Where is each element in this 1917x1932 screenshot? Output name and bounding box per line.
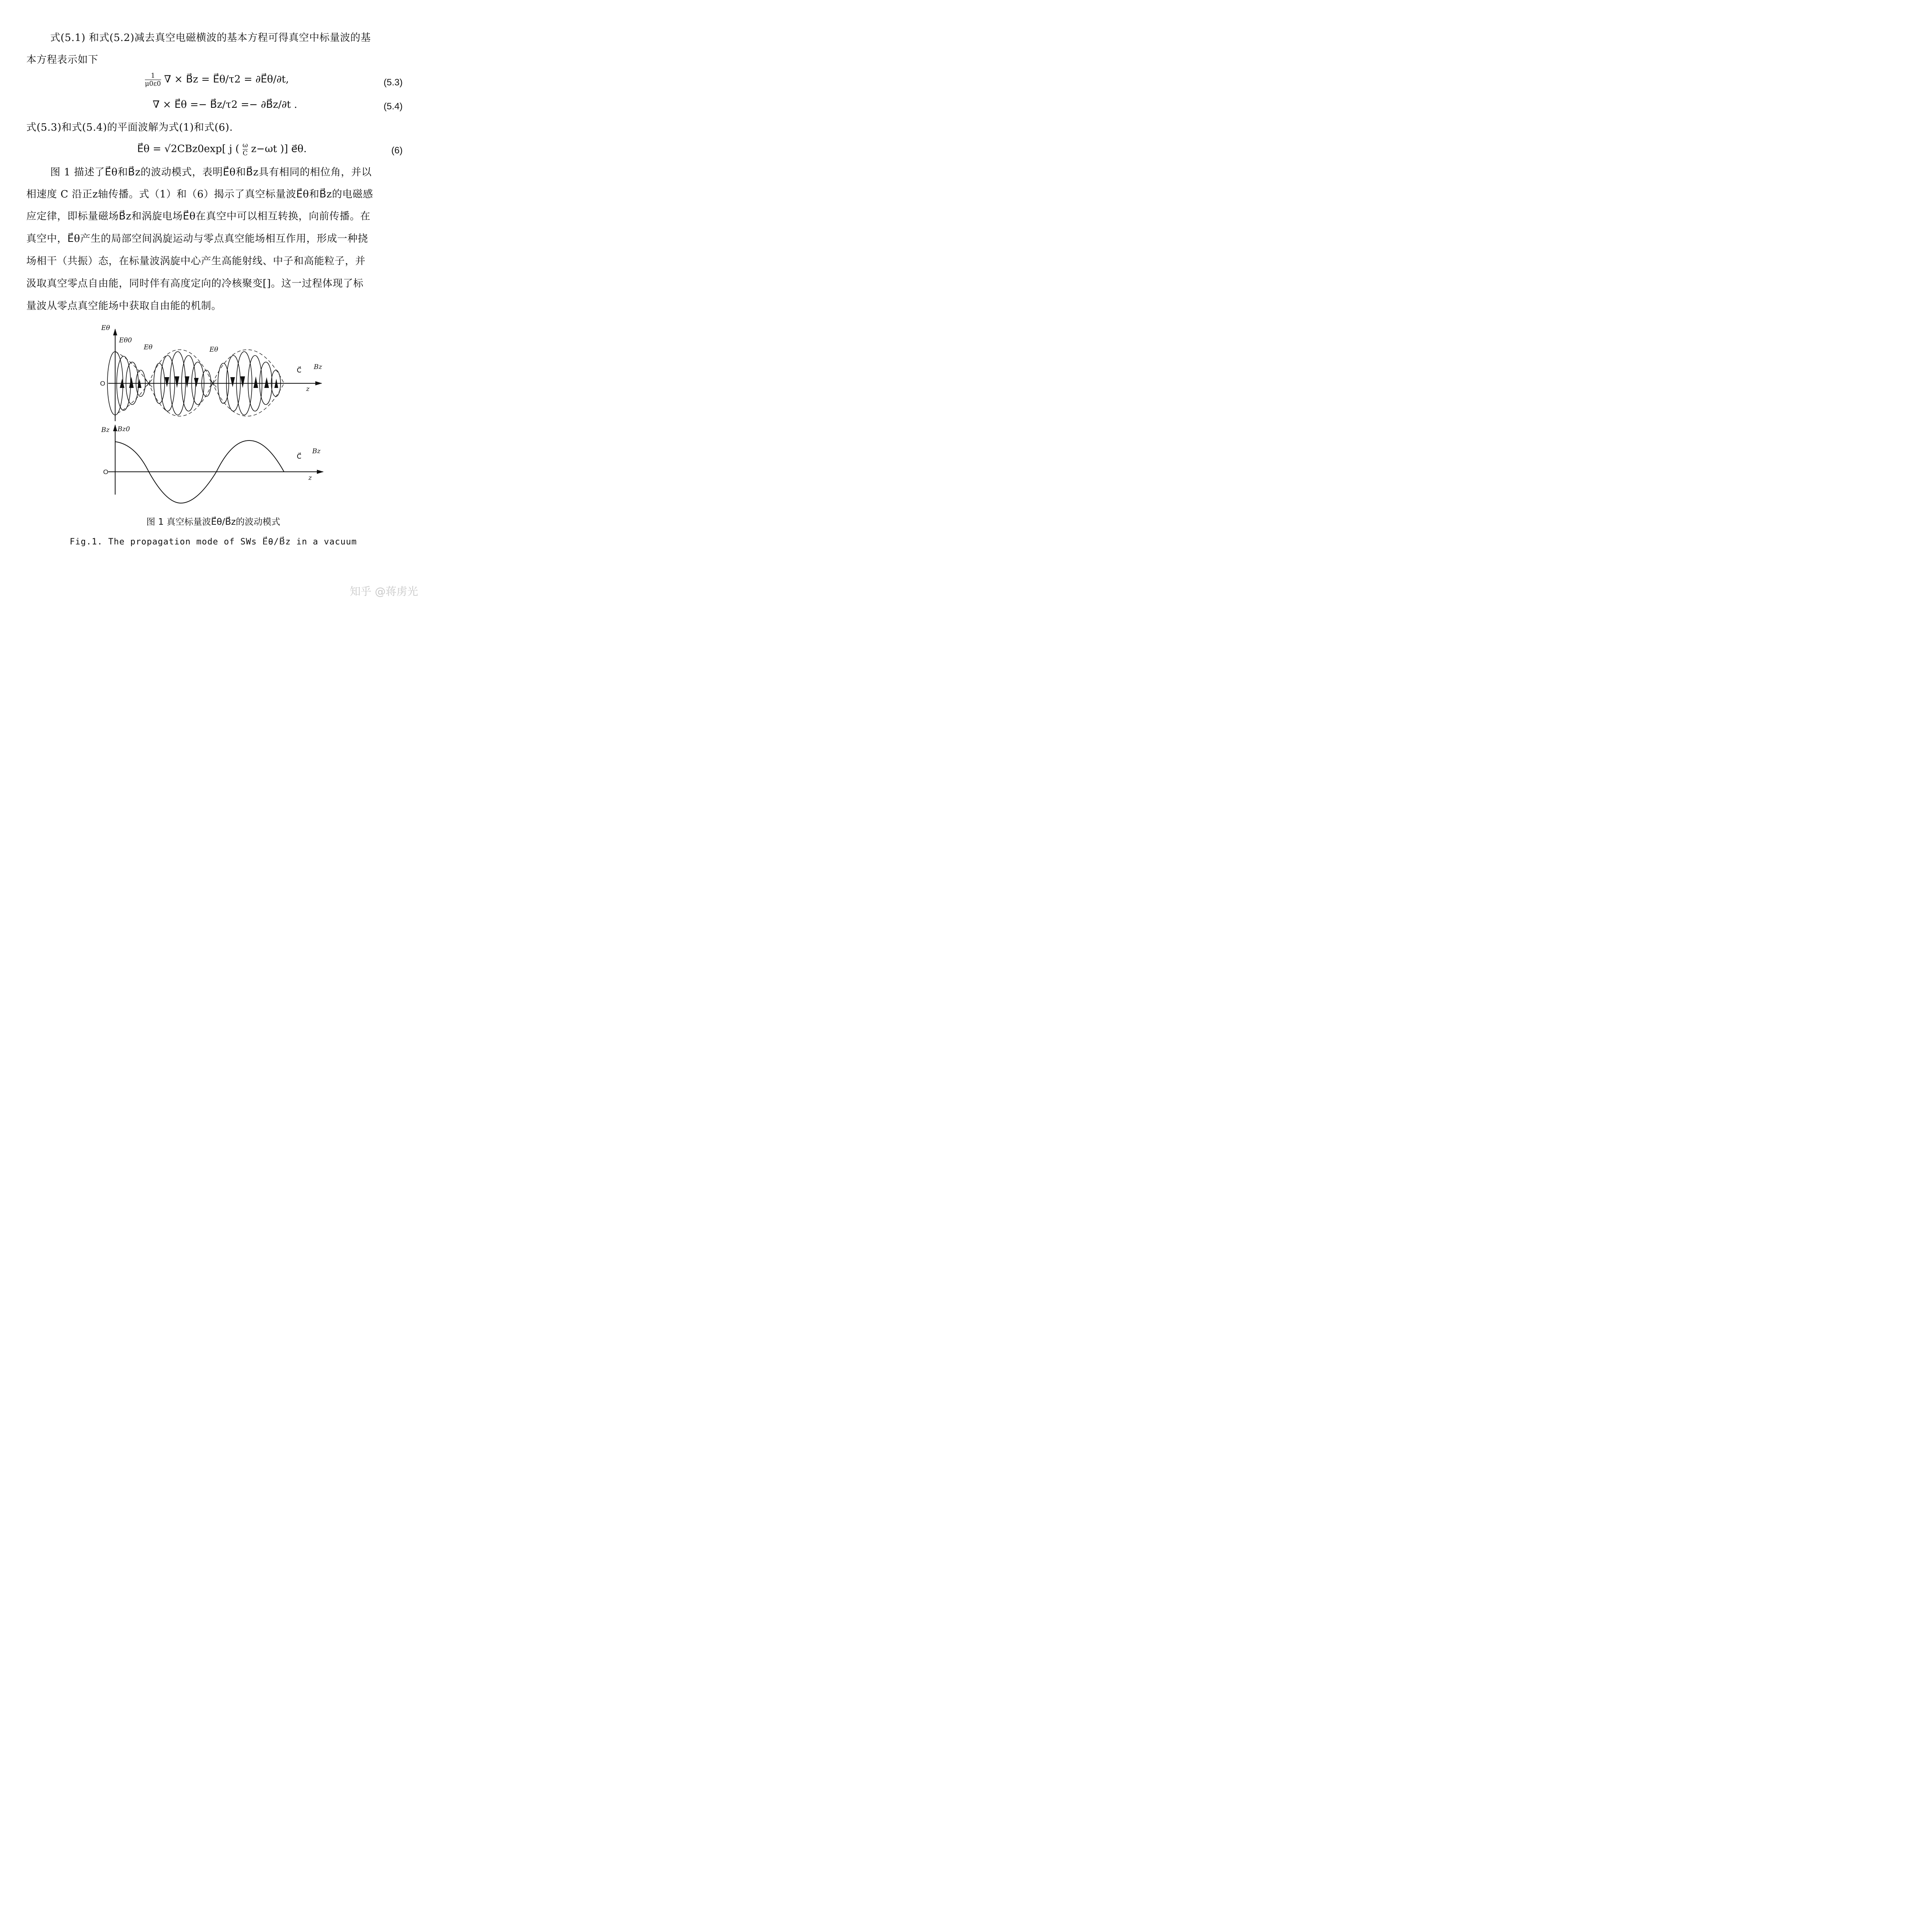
bottom-label-axis-y: Bz xyxy=(101,426,110,434)
top-label-axis-x: z xyxy=(306,385,310,393)
paragraph-intro-line2: 本方程表示如下 xyxy=(26,54,99,66)
bottom-label-speed: C⃗ xyxy=(297,453,301,460)
figure-caption-english: Fig.1. The propagation mode of SWs E⃗θ/B⃗z in a vacuum xyxy=(70,537,357,547)
top-label-speed: C⃗ xyxy=(297,367,301,374)
watermark: 知乎 @蒋虏光 xyxy=(350,585,418,598)
paragraph-figure-line2: 相速度 C 沿正z轴传播。式（1）和（6）揭示了真空标量波E⃗θ和B⃗z的电磁感 xyxy=(26,189,373,200)
equation-6-rhs: z−ωt )] e⃗θ. xyxy=(251,143,307,155)
document-page xyxy=(0,0,427,603)
figure-caption-chinese: 图 1 真空标量波E⃗θ/B⃗z的波动模式 xyxy=(146,517,281,527)
equation-number-5-4: (5.4) xyxy=(383,101,403,112)
top-label-amplitude: Eθ0 xyxy=(119,337,132,344)
equation-6-lhs: E⃗θ = √2CBz0exp[ j ( xyxy=(137,143,240,155)
bottom-label-origin: O xyxy=(103,468,109,476)
bottom-label-axis-x: z xyxy=(308,474,312,482)
paragraph-figure-line3: 应定律，即标量磁场B⃗z和涡旋电场E⃗θ在真空中可以相互转换，向前传播。在 xyxy=(26,211,371,222)
paragraph-figure-line5: 场相干（共振）态，在标量波涡旋中心产生高能射线、中子和高能粒子，并 xyxy=(26,255,366,267)
equation-6-fraction: $\frac{\omega}{C}$ xyxy=(242,141,248,157)
equation-5-3-body: ∇ × B⃗z = E⃗θ/τ2 = ∂E⃗θ/∂t, xyxy=(164,73,289,85)
top-label-node2: Eθ xyxy=(209,346,218,354)
top-field-arrows xyxy=(120,376,278,388)
paragraph-plane-wave: 式(5.3)和式(5.4)的平面波解为式(1)和式(6). xyxy=(26,122,233,133)
equation-5-4: ∇ × E⃗θ =− B⃗z/τ2 =− ∂B⃗z/∂t . xyxy=(153,99,298,111)
figure-wave-mode xyxy=(0,0,427,603)
paragraph-figure-line4: 真空中，E⃗θ产生的局部空间涡旋运动与零点真空能场相互作用，形成一种挠 xyxy=(26,233,368,245)
bottom-label-amplitude: Bz0 xyxy=(117,425,130,433)
top-label-bz: Bz xyxy=(314,363,322,371)
paragraph-figure-line7: 量波从零点真空能场中获取自由能的机制。 xyxy=(26,300,222,312)
top-label-node1: Eθ xyxy=(144,344,153,351)
equation-5-3-fraction: $\frac{1}{\mu 0\varepsilon 0}$ xyxy=(145,72,161,88)
bottom-label-bz: Bz xyxy=(312,447,321,455)
paragraph-intro-line1: 式(5.1) 和式(5.2)减去真空电磁横波的基本方程可得真空中标量波的基 xyxy=(50,32,371,44)
paragraph-figure-line6: 汲取真空零点自由能，同时伴有高度定向的冷核聚变[]。这一过程体现了标 xyxy=(26,278,364,289)
equation-number-6: (6) xyxy=(391,145,403,156)
paragraph-figure-line1: 图 1 描述了E⃗θ和B⃗z的波动模式，表明E⃗θ和B⃗z具有相同的相位角，并以 xyxy=(50,167,372,178)
top-label-axis-y: Eθ xyxy=(101,324,110,332)
equation-number-5-3: (5.3) xyxy=(383,77,403,88)
top-label-origin: O xyxy=(100,380,105,387)
